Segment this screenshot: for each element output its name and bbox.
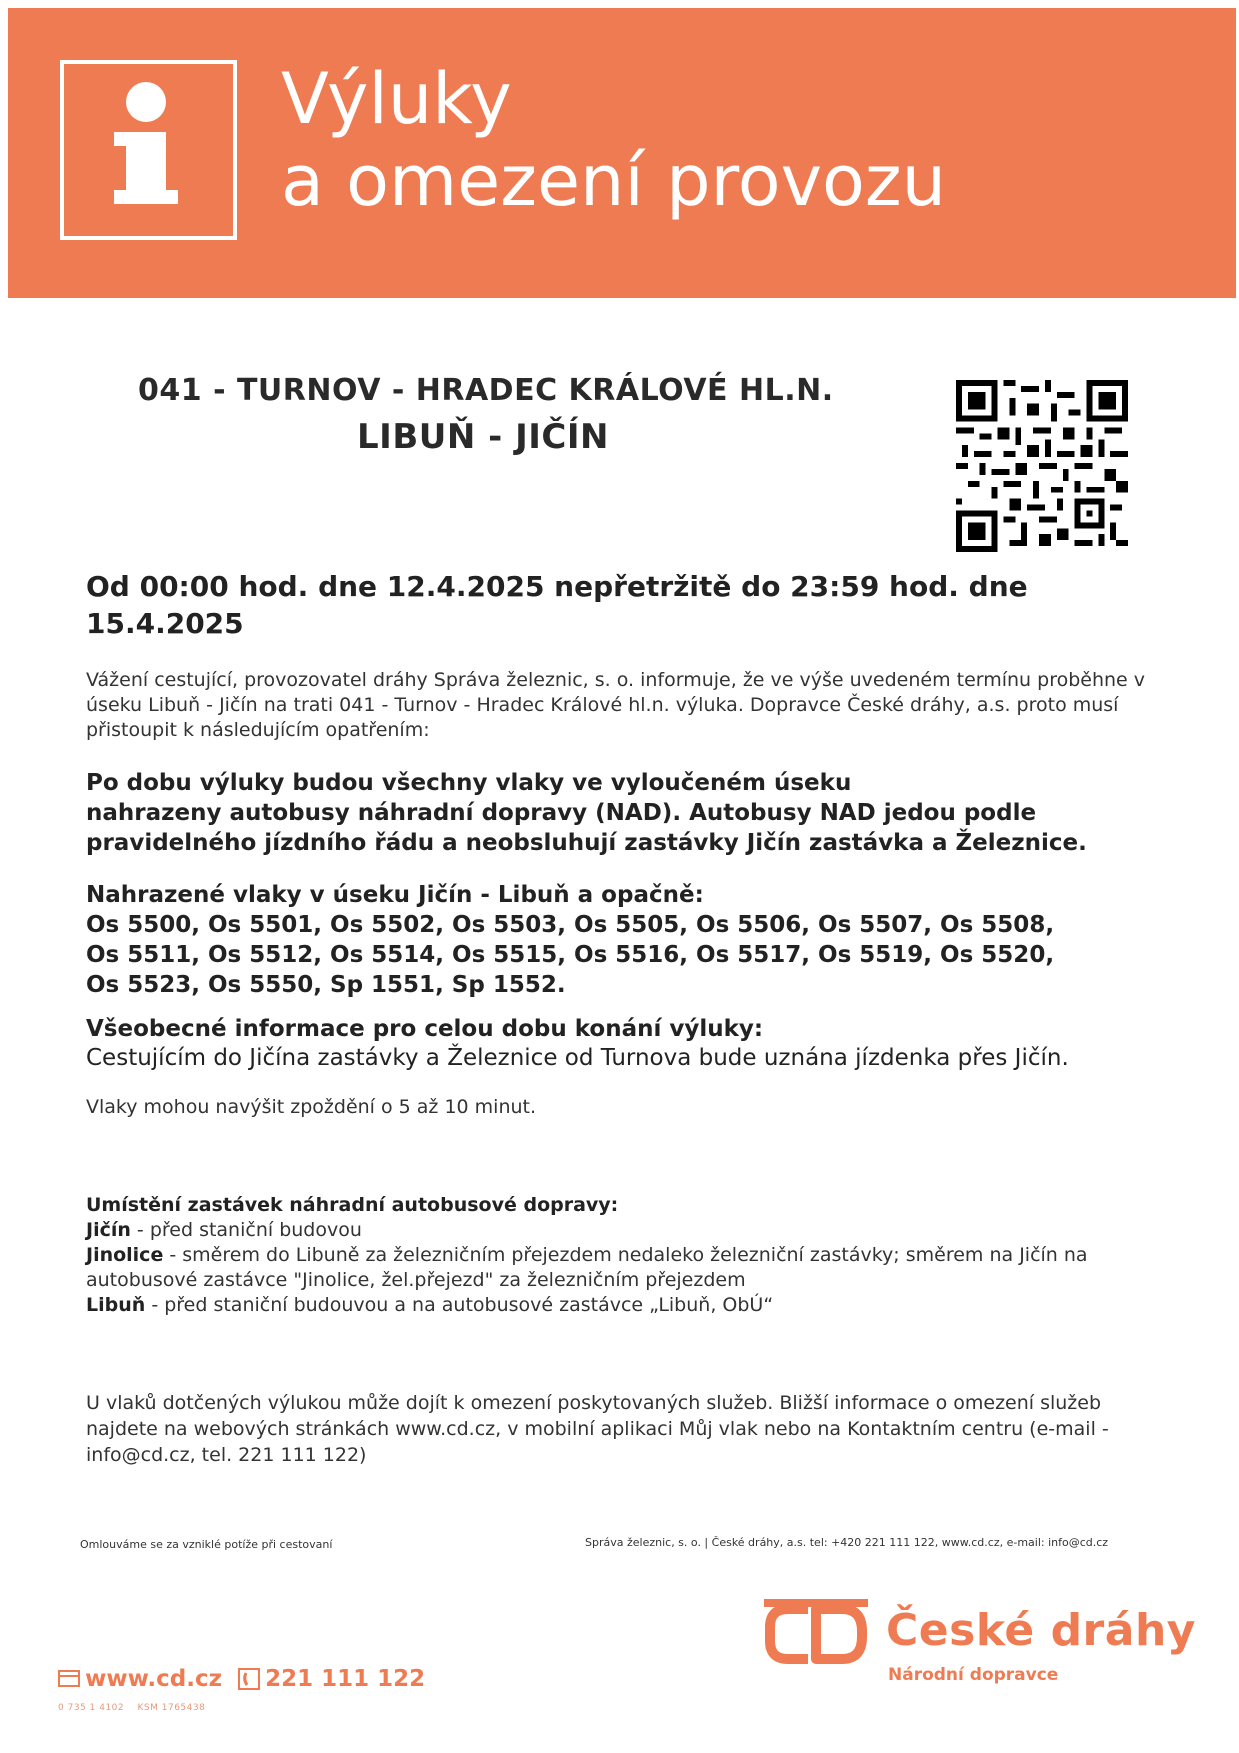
bus-stop-text: - směrem do Libuně za železničním přejezdem nedaleko železniční zastávky; směrem na Jičín na autobusové zastávce "Jinolice, žel.přejezd" za železničním přejezdem — [86, 1244, 1088, 1291]
replaced-trains-line: Os 5500, Os 5501, Os 5502, Os 5503, Os 5505, Os 5506, Os 5507, Os 5508, — [86, 912, 1055, 938]
general-info-text: Cestujícím do Jičína zastávky a Železnice od Turnova bude uznána jízdenka přes Jičín. — [86, 1045, 1069, 1071]
main-notice-line: Po dobu výluky budou všechny vlaky ve vyloučeném úseku — [86, 770, 852, 796]
footer-phone[interactable] — [238, 1666, 425, 1692]
bus-stop-name: Jičín — [86, 1219, 131, 1241]
qr-code[interactable] — [956, 380, 1128, 552]
general-info — [86, 1015, 1186, 1073]
replaced-trains-line: Os 5523, Os 5550, Sp 1551, Sp 1552. — [86, 972, 566, 998]
info-icon — [60, 60, 237, 240]
phone-icon — [238, 1668, 260, 1690]
header-banner — [8, 8, 1236, 298]
replaced-trains-heading: Nahrazené vlaky v úseku Jičín - Libuň a opačně: — [86, 882, 704, 908]
bus-stop-name: Jinolice — [86, 1244, 164, 1266]
bus-stop-item — [86, 1293, 1166, 1318]
contact-line: Správa železnic, s. o. | České dráhy, a.s. tel: +420 221 111 122, www.cd.cz, e-mail: info@cd.cz — [585, 1536, 1109, 1549]
validity-period: Od 00:00 hod. dne 12.4.2025 nepřetržitě do 23:59 hod. dne 15.4.2025 — [86, 570, 1028, 640]
web-icon — [58, 1669, 80, 1689]
footer-phone-label[interactable]: 221 111 122 — [265, 1666, 426, 1692]
route-section: LIBUŇ - JIČÍN — [357, 417, 609, 457]
main-notice — [86, 768, 1176, 858]
apology-note: Omlouváme se za vzniklé potíže při cestovaní — [80, 1538, 333, 1551]
document-code: 0 735 1 4102 — [58, 1703, 125, 1713]
banner-title-line2: a omezení provozu — [281, 140, 946, 222]
bus-stop-item — [86, 1243, 1166, 1293]
footer-web[interactable] — [58, 1666, 222, 1692]
footer-web-label[interactable]: www.cd.cz — [85, 1666, 222, 1692]
document-codes — [58, 1703, 215, 1713]
delay-note: Vlaky mohou navýšit zpoždění o 5 až 10 minut. — [86, 1096, 537, 1118]
brand-name: České dráhy — [886, 1605, 1196, 1656]
replaced-trains — [86, 880, 1176, 1000]
banner-title — [281, 58, 946, 222]
brand-tagline: Národní dopravce — [888, 1665, 1059, 1685]
intro-paragraph: Vážení cestující, provozovatel dráhy Správa železnic, s. o. informuje, že ve výše uvedeném termínu proběhne v úseku Libuň - Jičín na trati 041 - Turnov - Hradec Králové hl.n. výluka. Dopravce České dráhy, a.s. proto musí přistoupit k následujícím opatřením: — [86, 669, 1146, 741]
main-notice-line: pravidelného jízdního řádu a neobsluhují zastávky Jičín zastávka a Železnice. — [86, 830, 1087, 856]
bus-stops-heading: Umístění zastávek náhradní autobusové dopravy: — [86, 1194, 619, 1216]
bus-stop-item — [86, 1218, 1166, 1243]
bus-stop-name: Libuň — [86, 1294, 146, 1316]
services-info: U vlaků dotčených výlukou může dojít k omezení poskytovaných služeb. Bližší informace o omezení služeb najdete na webových stránkách www.cd.cz, v mobilní aplikaci Můj vlak nebo na Kontaktním centru (e-mail - info@cd.cz, tel. 221 111 122) — [86, 1392, 1109, 1466]
bus-stops — [86, 1193, 1166, 1318]
general-info-heading: Všeobecné informace pro celou dobu konání výluky: — [86, 1016, 764, 1042]
cd-logo-icon — [760, 1597, 872, 1671]
main-notice-line: nahrazeny autobusy náhradní dopravy (NAD). Autobusy NAD jedou podle — [86, 800, 1037, 826]
banner-title-line1: Výluky — [281, 58, 512, 140]
bus-stop-text: - před staniční budouvou a na autobusové zastávce „Libuň, ObÚ“ — [145, 1294, 774, 1316]
route-line: 041 - TURNOV - HRADEC KRÁLOVÉ HL.N. — [138, 373, 834, 408]
replaced-trains-line: Os 5511, Os 5512, Os 5514, Os 5515, Os 5516, Os 5517, Os 5519, Os 5520, — [86, 942, 1055, 968]
document-code: KSM 1765438 — [137, 1703, 206, 1713]
bus-stop-text: - před staniční budovou — [130, 1219, 362, 1241]
